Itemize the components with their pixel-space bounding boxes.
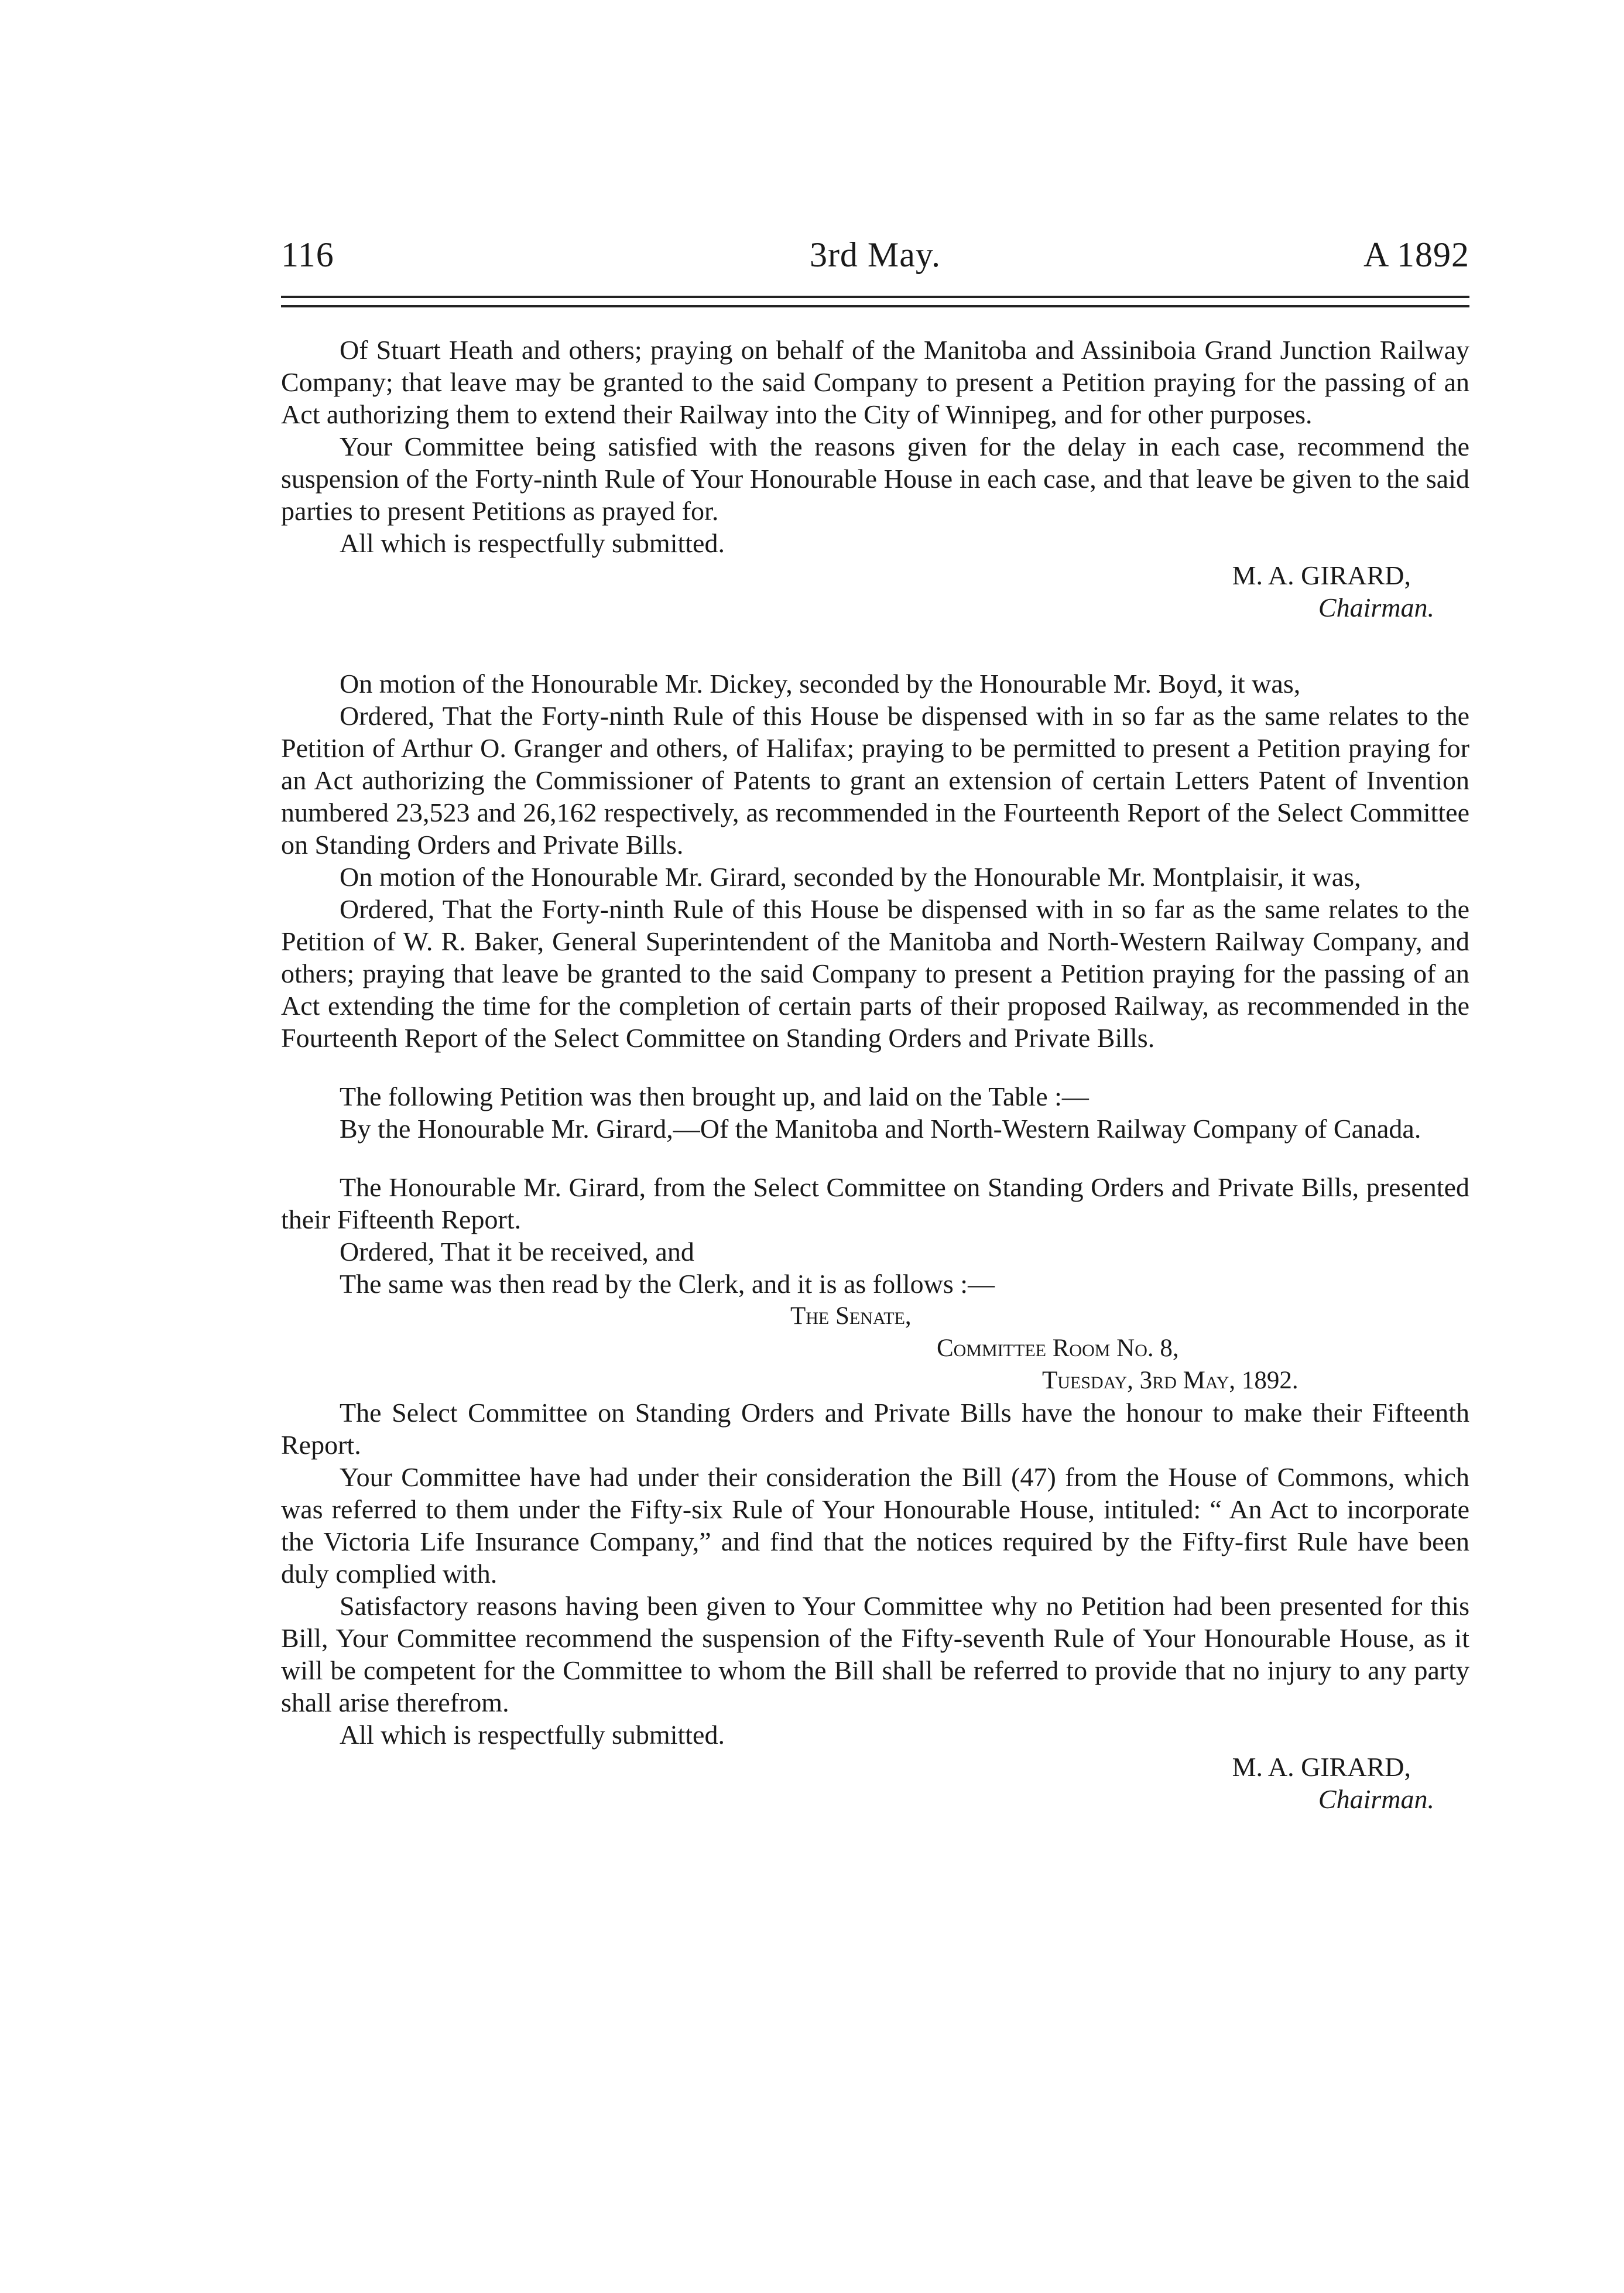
- address-senate: The Senate,: [790, 1302, 912, 1330]
- paragraph-petition-brought-up: The following Petition was then brought up, and laid on the Table :—: [340, 1082, 1089, 1111]
- signature-title-2: Chairman.: [1318, 1784, 1434, 1814]
- header-rule-top: [281, 296, 1469, 298]
- header-year: A 1892: [1363, 235, 1469, 274]
- page-body: [281, 334, 1469, 1815]
- page-number: 116: [281, 235, 334, 274]
- paragraph-bill-47: Your Committee have had under their consideration the Bill (47) from the House of Commons, which was referred to them under the Fifty-six Rule of Your Honourable House, intituled: “ An Act to incorporate the Victoria Life Insurance Company,” and find that the notices required by the Fifty-first Rule have been duly complied with.: [281, 1462, 1469, 1589]
- paragraph-motion-girard: On motion of the Honourable Mr. Girard, seconded by the Honourable Mr. Montplaisir, it was,: [340, 862, 1361, 892]
- address-committee-room: Committee Room No. 8,: [937, 1334, 1179, 1362]
- paragraph-submitted: All which is respectfully submitted.: [340, 528, 725, 558]
- paragraph-petition-girard: By the Honourable Mr. Girard,—Of the Manitoba and North-Western Railway Company of Canada.: [340, 1114, 1421, 1144]
- paragraph-petition-stuart-heath: Of Stuart Heath and others; praying on behalf of the Manitoba and Assiniboia Grand Junction Railway Company; that leave may be granted to the said Company to present a Petition praying for the passing of an Act authorizing them to extend their Railway into the City of Winnipeg, and for other purposes.: [281, 335, 1469, 429]
- signature-name: M. A. GIRARD,: [1232, 560, 1411, 590]
- paragraph-order-baker: Ordered, That the Forty-ninth Rule of this House be dispensed with in so far as the same relates to the Petition of W. R. Baker, General Superintendent of the Manitoba and North-Western Railway Company, and others; praying that leave be granted to the said Company to present a Petition praying for the passing of an Act extending the time for the completion of certain parts of their proposed Railway, as recommended in the Fourteenth Report of the Select Committee on Standing Orders and Private Bills.: [281, 894, 1469, 1053]
- paragraph-read-by-clerk: The same was then read by the Clerk, and it is as follows :—: [340, 1269, 995, 1299]
- signature-name-2: M. A. GIRARD,: [1232, 1752, 1411, 1782]
- paragraph-committee-recommendation: Your Committee being satisfied with the reasons given for the delay in each case, recommend the suspension of the Forty-ninth Rule of Your Honourable House in each case, and that leave be given to the said parties to present Petitions as prayed for.: [281, 432, 1469, 526]
- header-rule-bottom: [281, 305, 1469, 307]
- paragraph-ordered-received: Ordered, That it be received, and: [340, 1237, 694, 1267]
- paragraph-submitted-2: All which is respectfully submitted.: [340, 1720, 725, 1750]
- paragraph-report-intro: The Select Committee on Standing Orders and Private Bills have the honour to make their Fifteenth Report.: [281, 1398, 1469, 1460]
- header-date: 3rd May.: [809, 235, 941, 274]
- signature-title: Chairman.: [1318, 593, 1434, 622]
- address-date: Tuesday, 3rd May, 1892.: [1042, 1367, 1298, 1394]
- paragraph-fifteenth-report: The Honourable Mr. Girard, from the Select Committee on Standing Orders and Private Bills, presented their Fifteenth Report.: [281, 1172, 1469, 1234]
- paragraph-motion-dickey: On motion of the Honourable Mr. Dickey, seconded by the Honourable Mr. Boyd, it was,: [340, 669, 1301, 699]
- paragraph-order-granger: Ordered, That the Forty-ninth Rule of this House be dispensed with in so far as the same relates to the Petition of Arthur O. Granger and others, of Halifax; praying to be permitted to present a Petition praying for an Act authorizing the Commissioner of Patents to grant an extension of certain Letters Patent of Invention numbered 23,523 and 26,162 respectively, as recommended in the Fourteenth Report of the Select Committee on Standing Orders and Private Bills.: [281, 701, 1469, 860]
- paragraph-satisfactory-reasons: Satisfactory reasons having been given to Your Committee why no Petition had been presented for this Bill, Your Committee recommend the suspension of the Fifty-seventh Rule of Your Honourable House, as it will be competent for the Committee to whom the Bill shall be referred to provide that no injury to any party shall arise therefrom.: [281, 1591, 1469, 1717]
- page-header: [281, 225, 1469, 284]
